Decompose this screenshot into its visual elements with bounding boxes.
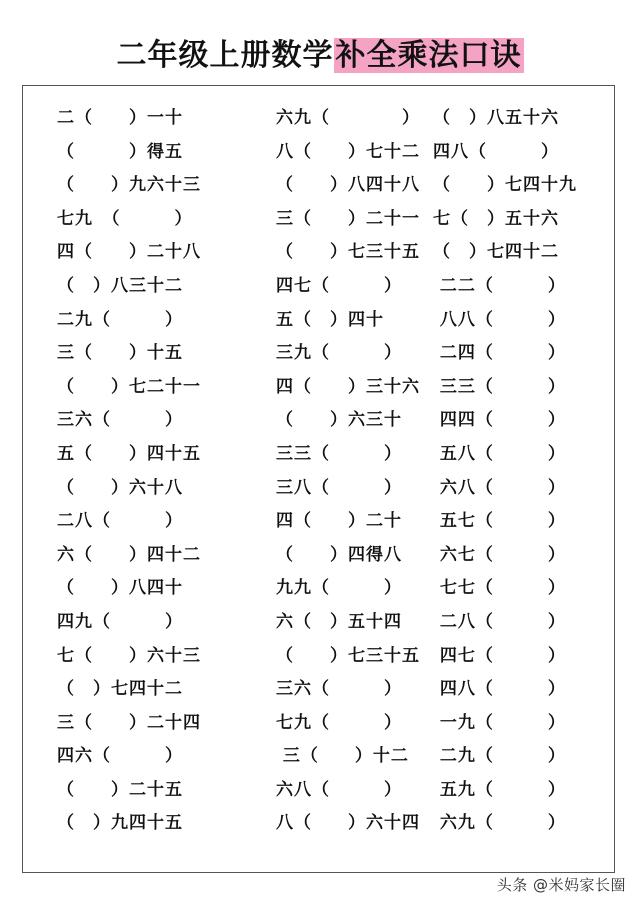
exercise-item: 三（ ）二十四: [57, 712, 201, 733]
exercise-item: 三九（ ）: [276, 343, 402, 364]
exercise-item: 三三（ ）: [276, 443, 402, 464]
exercise-item: （ ）七四十二: [57, 679, 183, 700]
exercise-item: 八（ ）六十四: [276, 813, 420, 834]
exercise-item: 七九 （ ）: [57, 208, 193, 229]
exercise-item: 三八（ ）: [276, 477, 402, 498]
exercise-item: 八（ ）七十二: [276, 141, 420, 162]
exercise-item: 五（ ）四十五: [57, 443, 201, 464]
exercise-item: 三三（ ）: [433, 376, 566, 397]
exercise-item: 七（ ）五十六: [433, 208, 559, 229]
exercise-item: 四四（ ）: [433, 410, 566, 431]
exercise-item: 三（ ）十五: [57, 343, 183, 364]
exercise-item: 八八（ ）: [433, 309, 566, 330]
exercise-item: 六九（ ）: [276, 108, 420, 128]
exercise-item: （ ）九六十三: [57, 175, 201, 196]
exercise-item: 五七（ ）: [433, 511, 566, 532]
exercise-item: 四（ ）三十六: [276, 376, 420, 397]
exercise-item: 六（ ）四十二: [57, 544, 201, 565]
exercise-item: （ ）二十五: [57, 779, 183, 800]
exercise-item: 六八（ ）: [276, 779, 402, 800]
exercise-item: 三（ ）二十一: [276, 208, 420, 229]
exercise-item: （ ）六十八: [57, 477, 183, 498]
exercise-item: （ ）九四十五: [57, 813, 183, 834]
exercise-item: 四（ ）二十: [276, 511, 402, 532]
exercise-item: 四七（ ）: [276, 275, 402, 296]
exercise-item: 六八（ ）: [433, 477, 566, 498]
exercise-item: 七七（ ）: [433, 578, 566, 599]
exercise-item: 一九（ ）: [433, 712, 566, 733]
exercise-item: 九九（ ）: [276, 578, 402, 599]
exercise-item: 四六（ ）: [57, 746, 183, 767]
exercise-item: 五（ ）四十: [276, 309, 384, 330]
watermark: 头条 @米妈家长圈: [496, 876, 626, 894]
exercise-item: 六（ ）五十四: [276, 611, 402, 632]
exercise-item: （ ）六三十: [276, 410, 402, 431]
exercise-item: （ ）七四十九: [433, 175, 577, 196]
exercise-item: （ ）七二十一: [57, 376, 201, 397]
exercise-item: 四七（ ）: [433, 645, 566, 666]
exercise-item: 二九（ ）: [433, 746, 566, 767]
page-title: [0, 36, 640, 76]
exercise-item: 四九（ ）: [57, 611, 183, 632]
exercise-item: 四八（ ）: [433, 141, 559, 162]
exercise-item: 四八（ ）: [433, 679, 566, 700]
exercise-item: 七（ ）六十三: [57, 645, 201, 666]
exercise-item: （ ）七四十二: [433, 242, 559, 263]
exercise-item: （ ）八三十二: [57, 275, 183, 296]
exercise-item: 四（ ）二十八: [57, 242, 201, 263]
exercise-item: （ ）得五: [57, 141, 183, 162]
exercise-item: 三六（ ）: [276, 679, 402, 700]
exercise-item: 六九（ ）: [433, 813, 566, 834]
exercise-item: 二四（ ）: [433, 343, 566, 364]
exercise-item: 六七（ ）: [433, 544, 566, 565]
exercise-item: 五八（ ）: [433, 443, 566, 464]
column-left: [57, 102, 201, 841]
exercise-item: 三六（ ）: [57, 410, 183, 431]
exercise-item: 三（ ）十二: [276, 746, 409, 767]
title-highlight: 补全乘法口诀: [335, 38, 522, 73]
exercise-item: （ ）七三十五: [276, 242, 420, 263]
exercise-item: 二八（ ）: [57, 511, 183, 532]
exercise-item: （ ）七三十五: [276, 645, 420, 666]
exercise-item: 二二（ ）: [433, 275, 566, 296]
exercise-item: 五九（ ）: [433, 779, 566, 800]
exercise-item: 七九（ ）: [276, 712, 402, 733]
title-plain: 二年级上册数学: [116, 38, 334, 73]
exercise-item: 二（ ）一十: [57, 108, 183, 128]
exercise-item: 二八（ ）: [433, 611, 566, 632]
exercise-item: （ ）八五十六: [433, 108, 559, 128]
exercise-item: （ ）八四十: [57, 578, 183, 599]
exercise-item: 二九（ ）: [57, 309, 183, 330]
exercise-item: （ ）四得八: [276, 544, 402, 565]
column-right: [433, 102, 577, 841]
column-middle: [276, 102, 420, 841]
exercise-item: （ ）八四十八: [276, 175, 420, 196]
